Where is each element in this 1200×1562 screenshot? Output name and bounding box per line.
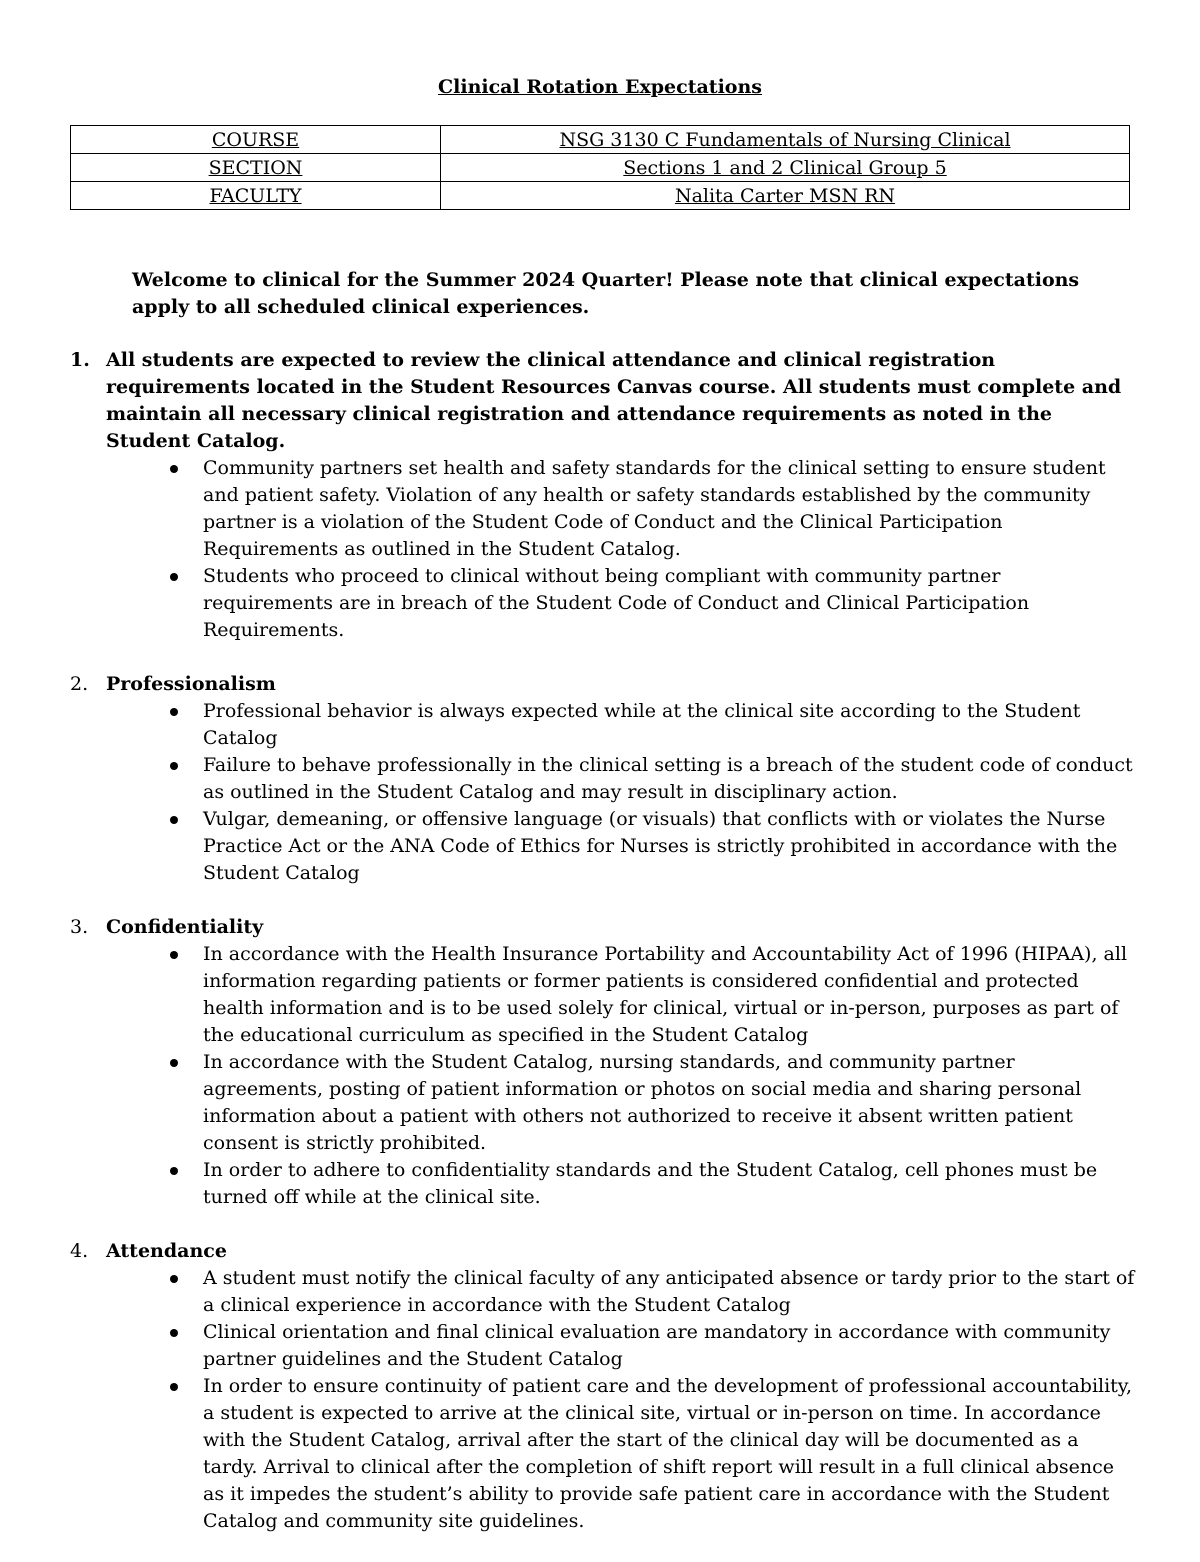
section-attendance [70, 1238, 1135, 1535]
bullet-icon [170, 573, 178, 581]
faculty-label: FACULTY [71, 182, 441, 210]
section-registration [70, 347, 1135, 644]
course-label: COURSE [71, 126, 441, 154]
list-item: Community partners set health and safety standards for the clinical setting to ensure student and patient safety. Violation of any health or safety standards established by the community partner is a violation of the Student Code of Conduct and the Clinical Participation Requirements as outlined in the Student Catalog. [203, 455, 1135, 563]
bullet-list [70, 455, 1135, 644]
faculty-value: Nalita Carter MSN RN [441, 182, 1130, 210]
section-value: Sections 1 and 2 Clinical Group 5 [441, 154, 1130, 182]
list-item: A student must notify the clinical faculty of any anticipated absence or tardy prior to the start of a clinical experience in accordance with the Student Catalog [203, 1265, 1135, 1319]
section-number: 1. [70, 349, 90, 371]
list-item: In accordance with the Health Insurance Portability and Accountability Act of 1996 (HIPAA), all information regarding patients or former patients is considered confidential and protected health information and is to be used solely for clinical, virtual or in-person, purposes as part of the educational curriculum as specified in the Student Catalog [203, 941, 1135, 1049]
bullet-icon [170, 951, 178, 959]
list-item: Clinical orientation and final clinical evaluation are mandatory in accordance with community partner guidelines and the Student Catalog [203, 1319, 1135, 1373]
list-item: In accordance with the Student Catalog, nursing standards, and community partner agreements, posting of patient information or photos on social media and sharing personal information about a patient with others not authorized to receive it absent written patient consent is strictly prohibited. [203, 1049, 1135, 1157]
list-item: Vulgar, demeaning, or offensive language (or visuals) that conflicts with or violates the Nurse Practice Act or the ANA Code of Ethics for Nurses is strictly prohibited in accordance with the Student Catalog [203, 806, 1135, 887]
section-label: SECTION [71, 154, 441, 182]
table-row [71, 182, 1130, 210]
course-info-table [70, 125, 1130, 210]
bullet-icon [170, 1329, 178, 1337]
section-confidentiality [70, 914, 1135, 1211]
table-row [71, 126, 1130, 154]
section-number: 2. [70, 673, 89, 695]
section-heading: Confidentiality [106, 916, 264, 938]
list-item: In order to ensure continuity of patient care and the development of professional accountability, a student is expected to arrive at the clinical site, virtual or in-person on time. In accordance with the Student Catalog, arrival after the start of the clinical day will be documented as a tardy. Arrival to clinical after the completion of shift report will result in a full clinical absence as it impedes the student’s ability to provide safe patient care in accordance with the Student Catalog and community site guidelines. [203, 1373, 1135, 1535]
section-number: 3. [70, 916, 89, 938]
list-item: In order to adhere to confidentiality standards and the Student Catalog, cell phones must be turned off while at the clinical site. [203, 1157, 1135, 1211]
document-title: Clinical Rotation Expectations [438, 76, 762, 98]
bullet-icon [170, 1275, 178, 1283]
bullet-list [70, 941, 1135, 1211]
expectations-list [70, 347, 1135, 1562]
list-item: Failure to behave professionally in the clinical setting is a breach of the student code of conduct as outlined in the Student Catalog and may result in disciplinary action. [203, 752, 1135, 806]
bullet-icon [170, 762, 178, 770]
course-value: NSG 3130 C Fundamentals of Nursing Clinical [441, 126, 1130, 154]
bullet-icon [170, 1167, 178, 1175]
bullet-icon [170, 465, 178, 473]
section-number: 4. [70, 1240, 89, 1262]
bullet-icon [170, 708, 178, 716]
bullet-list [70, 1265, 1135, 1535]
bullet-icon [170, 1059, 178, 1067]
bullet-icon [170, 1383, 178, 1391]
section-heading: Professionalism [106, 673, 276, 695]
section-heading: Attendance [106, 1240, 227, 1262]
bullet-icon [170, 816, 178, 824]
bullet-list [70, 698, 1135, 887]
section-heading: All students are expected to review the clinical attendance and clinical registration requirements located in the Student Resources Canvas course. All students must complete and maintain all necessary clinical registration and attendance requirements as noted in the Student Catalog. [106, 349, 1122, 452]
welcome-message: Welcome to clinical for the Summer 2024 Quarter! Please note that clinical expectations apply to all scheduled clinical experiences. [132, 269, 1080, 318]
list-item: Students who proceed to clinical without being compliant with community partner requirements are in breach of the Student Code of Conduct and Clinical Participation Requirements. [203, 563, 1135, 644]
table-row [71, 154, 1130, 182]
section-professionalism [70, 671, 1135, 887]
list-item: Professional behavior is always expected while at the clinical site according to the Student Catalog [203, 698, 1135, 752]
